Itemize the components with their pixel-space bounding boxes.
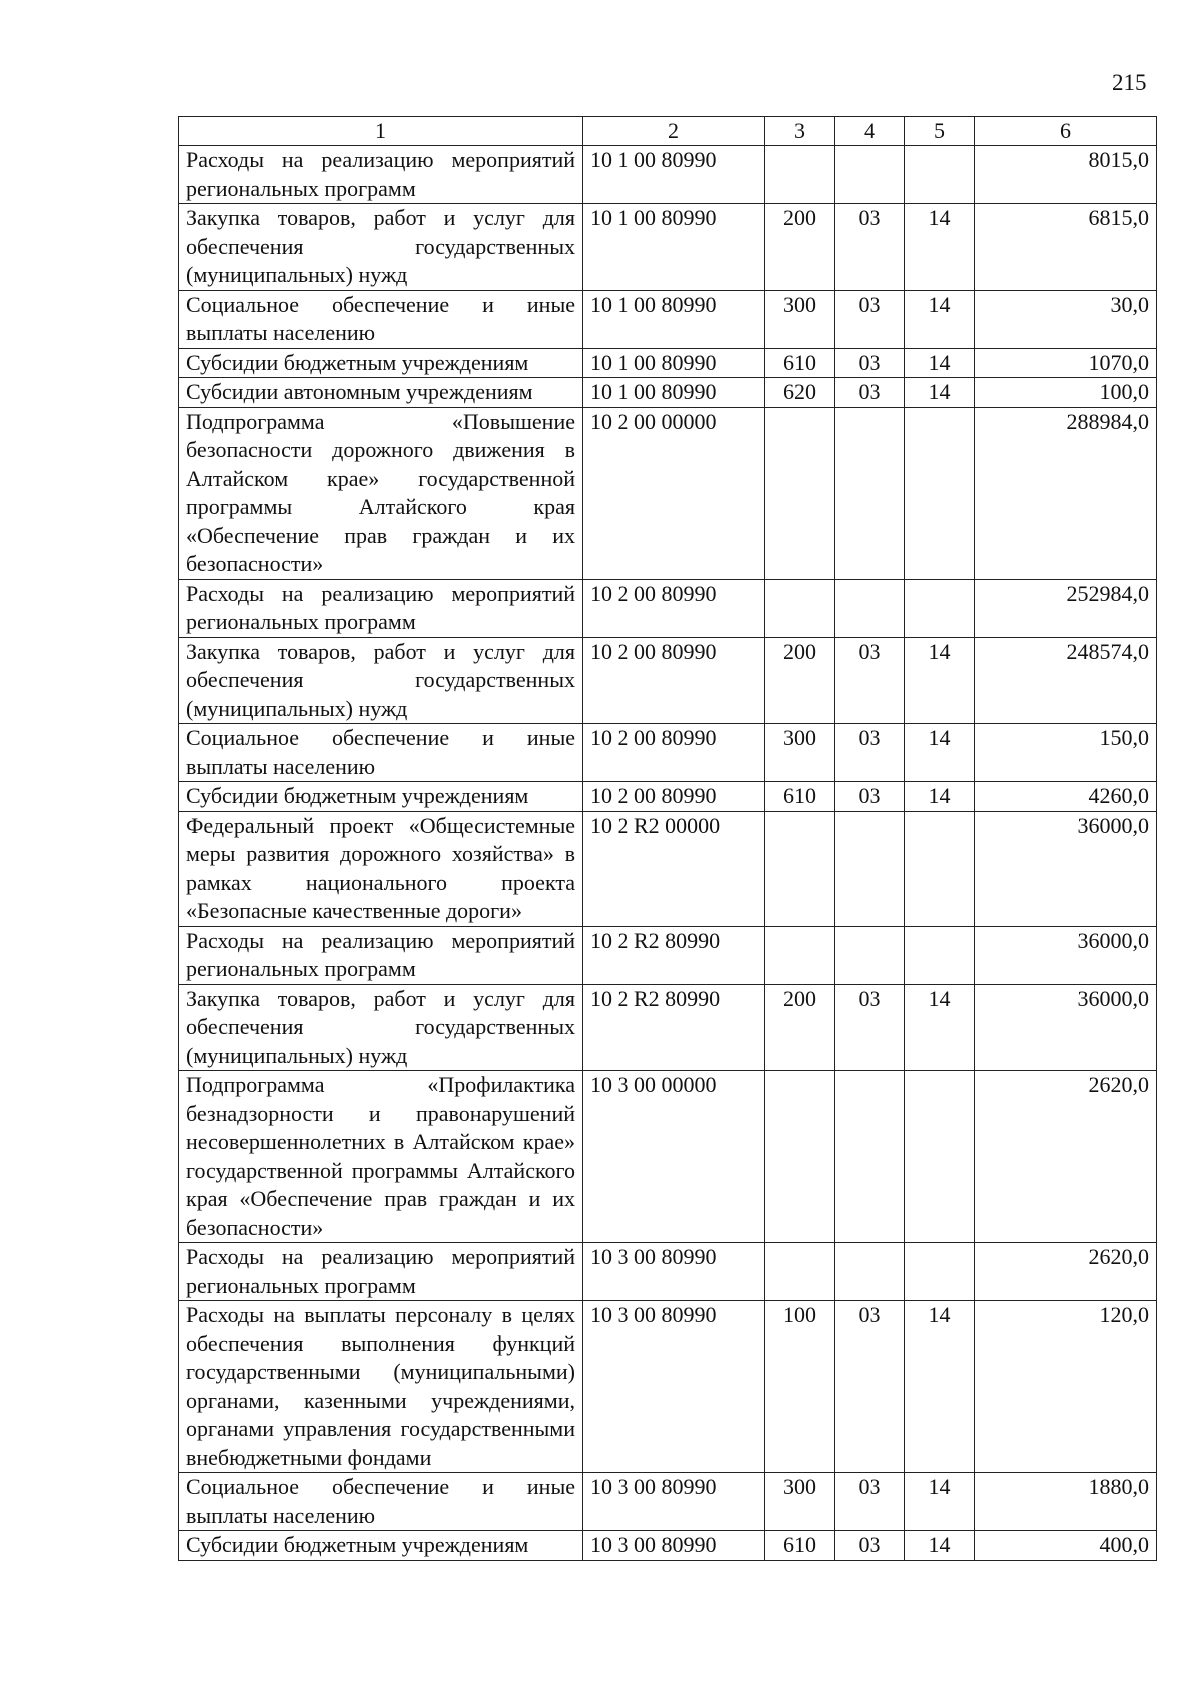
row-code: 10 3 00 00000	[583, 1071, 765, 1243]
table-row	[179, 984, 1157, 1071]
row-col5: 14	[905, 1531, 975, 1561]
row-amount: 2620,0	[975, 1071, 1157, 1243]
row-col4	[835, 146, 905, 204]
row-amount: 400,0	[975, 1531, 1157, 1561]
row-amount: 2620,0	[975, 1243, 1157, 1301]
column-header: 6	[975, 117, 1157, 146]
row-code: 10 2 R2 80990	[583, 984, 765, 1071]
row-col3: 300	[765, 290, 835, 348]
table-row	[179, 724, 1157, 782]
row-col5: 14	[905, 204, 975, 291]
row-name: Расходы на реализацию мероприятий региональных программ	[179, 1243, 583, 1301]
row-amount: 30,0	[975, 290, 1157, 348]
row-col3	[765, 1071, 835, 1243]
row-code: 10 2 R2 80990	[583, 926, 765, 984]
row-col5: 14	[905, 378, 975, 408]
row-col5: 14	[905, 637, 975, 724]
row-amount: 36000,0	[975, 984, 1157, 1071]
table-row	[179, 1473, 1157, 1531]
row-col4	[835, 1243, 905, 1301]
row-col4: 03	[835, 204, 905, 291]
row-name: Закупка товаров, работ и услуг для обеспечения государственных (муниципальных) нужд	[179, 204, 583, 291]
row-col3	[765, 811, 835, 926]
table-row	[179, 378, 1157, 408]
column-header: 4	[835, 117, 905, 146]
row-col3: 200	[765, 204, 835, 291]
row-col5	[905, 926, 975, 984]
table-row	[179, 1071, 1157, 1243]
row-name: Расходы на выплаты персоналу в целях обеспечения выполнения функций государственными (муниципальными) органами, казенными учреждениями, органами управления государственными внебюджетными фондами	[179, 1301, 583, 1473]
row-col4	[835, 407, 905, 579]
row-amount: 288984,0	[975, 407, 1157, 579]
row-col3: 300	[765, 1473, 835, 1531]
column-header: 1	[179, 117, 583, 146]
row-col4: 03	[835, 782, 905, 812]
row-code: 10 2 R2 00000	[583, 811, 765, 926]
table-row	[179, 637, 1157, 724]
row-name: Расходы на реализацию мероприятий региональных программ	[179, 579, 583, 637]
row-code: 10 2 00 80990	[583, 782, 765, 812]
table-row	[179, 811, 1157, 926]
column-header: 2	[583, 117, 765, 146]
row-col4: 03	[835, 984, 905, 1071]
table-row	[179, 146, 1157, 204]
row-amount: 6815,0	[975, 204, 1157, 291]
row-col3: 200	[765, 984, 835, 1071]
row-code: 10 1 00 80990	[583, 348, 765, 378]
row-col5: 14	[905, 1473, 975, 1531]
row-col4: 03	[835, 1301, 905, 1473]
row-amount: 248574,0	[975, 637, 1157, 724]
row-col3: 610	[765, 782, 835, 812]
row-name: Расходы на реализацию мероприятий региональных программ	[179, 146, 583, 204]
row-code: 10 2 00 80990	[583, 724, 765, 782]
row-col5: 14	[905, 290, 975, 348]
row-col5: 14	[905, 984, 975, 1071]
row-code: 10 1 00 80990	[583, 146, 765, 204]
row-code: 10 3 00 80990	[583, 1473, 765, 1531]
row-col5	[905, 146, 975, 204]
budget-table	[178, 116, 1157, 1561]
row-amount: 8015,0	[975, 146, 1157, 204]
row-col3	[765, 1243, 835, 1301]
row-col4	[835, 579, 905, 637]
row-col4	[835, 1071, 905, 1243]
row-col3: 620	[765, 378, 835, 408]
row-col3	[765, 579, 835, 637]
row-name: Закупка товаров, работ и услуг для обеспечения государственных (муниципальных) нужд	[179, 637, 583, 724]
table-row	[179, 579, 1157, 637]
table-row	[179, 1301, 1157, 1473]
row-amount: 36000,0	[975, 926, 1157, 984]
row-code: 10 1 00 80990	[583, 204, 765, 291]
row-col5: 14	[905, 1301, 975, 1473]
row-amount: 36000,0	[975, 811, 1157, 926]
row-col4: 03	[835, 1473, 905, 1531]
row-name: Подпрограмма «Повышение безопасности дорожного движения в Алтайском крае» государственной программы Алтайского края «Обеспечение прав граждан и их безопасности»	[179, 407, 583, 579]
table-row	[179, 204, 1157, 291]
row-col5	[905, 811, 975, 926]
row-amount: 252984,0	[975, 579, 1157, 637]
row-col3: 200	[765, 637, 835, 724]
row-col4	[835, 811, 905, 926]
row-name: Социальное обеспечение и иные выплаты населению	[179, 1473, 583, 1531]
row-name: Федеральный проект «Общесистемные меры развития дорожного хозяйства» в рамках национального проекта «Безопасные качественные дороги»	[179, 811, 583, 926]
column-header: 5	[905, 117, 975, 146]
row-name: Субсидии автономным учреждениям	[179, 378, 583, 408]
row-code: 10 1 00 80990	[583, 290, 765, 348]
row-col3: 300	[765, 724, 835, 782]
row-code: 10 3 00 80990	[583, 1301, 765, 1473]
column-header: 3	[765, 117, 835, 146]
row-col4: 03	[835, 1531, 905, 1561]
row-code: 10 1 00 80990	[583, 378, 765, 408]
table-row	[179, 407, 1157, 579]
row-col5	[905, 407, 975, 579]
row-name: Подпрограмма «Профилактика безнадзорности и правонарушений несовершеннолетних в Алтайском крае» государственной программы Алтайского края «Обеспечение прав граждан и их безопасности»	[179, 1071, 583, 1243]
header-row	[179, 117, 1157, 146]
row-amount: 100,0	[975, 378, 1157, 408]
row-amount: 120,0	[975, 1301, 1157, 1473]
row-col5	[905, 1071, 975, 1243]
row-col3: 100	[765, 1301, 835, 1473]
row-col5	[905, 1243, 975, 1301]
table-row	[179, 348, 1157, 378]
table-row	[179, 1531, 1157, 1561]
row-name: Социальное обеспечение и иные выплаты населению	[179, 290, 583, 348]
row-code: 10 2 00 00000	[583, 407, 765, 579]
table-row	[179, 782, 1157, 812]
row-code: 10 3 00 80990	[583, 1531, 765, 1561]
row-col5: 14	[905, 782, 975, 812]
row-amount: 150,0	[975, 724, 1157, 782]
table-row	[179, 1243, 1157, 1301]
page-number: 215	[1112, 70, 1147, 95]
row-code: 10 2 00 80990	[583, 637, 765, 724]
row-name: Закупка товаров, работ и услуг для обеспечения государственных (муниципальных) нужд	[179, 984, 583, 1071]
table-row	[179, 926, 1157, 984]
row-col5: 14	[905, 348, 975, 378]
row-col3	[765, 926, 835, 984]
row-col3: 610	[765, 348, 835, 378]
row-col4: 03	[835, 637, 905, 724]
row-name: Расходы на реализацию мероприятий региональных программ	[179, 926, 583, 984]
row-name: Субсидии бюджетным учреждениям	[179, 782, 583, 812]
row-amount: 4260,0	[975, 782, 1157, 812]
row-col4: 03	[835, 290, 905, 348]
row-col4: 03	[835, 378, 905, 408]
row-name: Социальное обеспечение и иные выплаты населению	[179, 724, 583, 782]
row-col3: 610	[765, 1531, 835, 1561]
row-amount: 1070,0	[975, 348, 1157, 378]
row-col3	[765, 407, 835, 579]
row-col5	[905, 579, 975, 637]
row-col3	[765, 146, 835, 204]
row-col4	[835, 926, 905, 984]
row-amount: 1880,0	[975, 1473, 1157, 1531]
row-name: Субсидии бюджетным учреждениям	[179, 348, 583, 378]
row-col4: 03	[835, 724, 905, 782]
row-code: 10 3 00 80990	[583, 1243, 765, 1301]
row-col5: 14	[905, 724, 975, 782]
row-code: 10 2 00 80990	[583, 579, 765, 637]
row-col4: 03	[835, 348, 905, 378]
row-name: Субсидии бюджетным учреждениям	[179, 1531, 583, 1561]
table-row	[179, 290, 1157, 348]
